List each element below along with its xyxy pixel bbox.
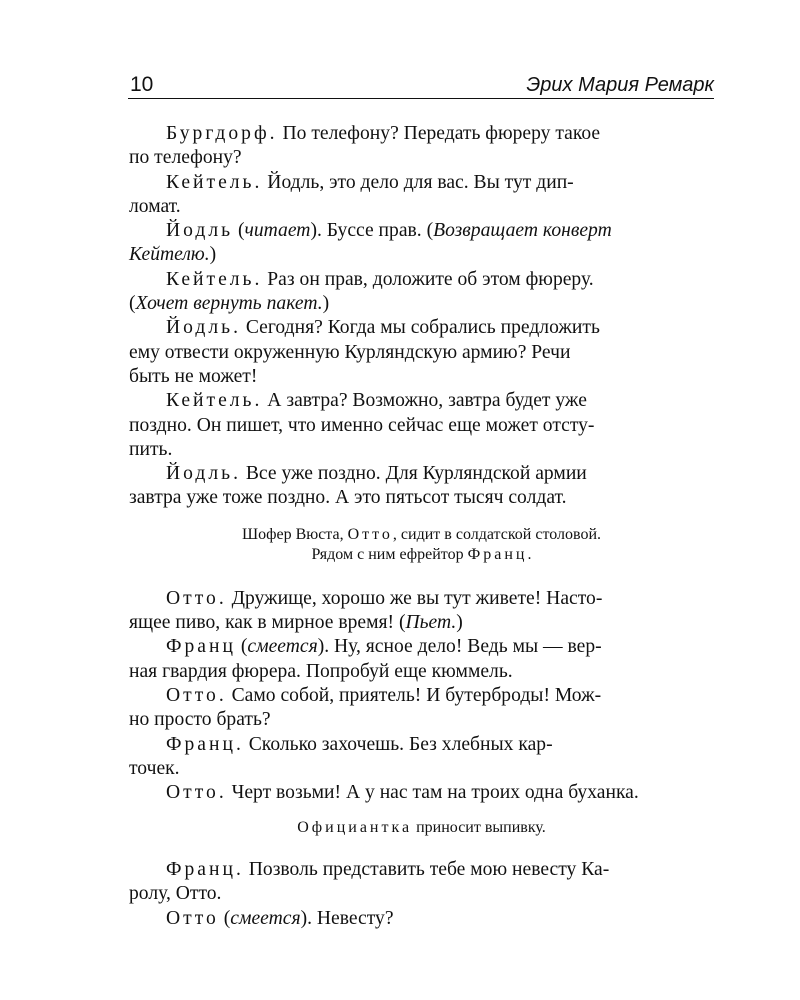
dialogue-paragraph <box>129 171 714 220</box>
page-number: 10 <box>130 73 154 96</box>
speaker-name: Кейтель. <box>166 268 263 290</box>
speaker-name: Франц. <box>166 858 244 880</box>
dialogue-paragraph <box>129 684 714 733</box>
dialogue-paragraph: Отто. Дружище, хорошо же вы тут живете! Насто- ящее пиво, как в мирное время! (Пьет.) <box>129 587 603 634</box>
speech-text: пить. <box>129 438 173 460</box>
speech-text: ). Буссе прав. ( <box>310 220 434 242</box>
speech-text: ролу, Отто. <box>129 883 222 905</box>
speaker-name: Йодль <box>166 220 234 242</box>
dialogue-paragraph: Франц (смеется). Ну, ясное дело! Ведь мы — вер- ная гвардия фюрера. Попробуй еще кюммель. <box>129 636 602 682</box>
page-header <box>128 72 714 99</box>
page-body <box>129 122 714 931</box>
dialogue-paragraph: Кейтель. Раз он прав, доложите об этом фюреру. (Хочет вернуть пакет.) <box>129 268 594 315</box>
speech-text: завтра уже тоже поздно. А это пятьсот тысяч солдат. <box>129 487 567 509</box>
speaker-name: Отто <box>166 907 219 929</box>
speaker-name: Отто. <box>166 684 227 706</box>
speech-text: Черт возьми! А у нас там на троих одна буханка. <box>226 782 639 804</box>
speaker-name: Йодль. <box>166 463 241 485</box>
speaker-name: Отто. <box>166 587 227 609</box>
speaker-name: Кейтель. <box>166 171 263 193</box>
stage-action: Хочет вернуть пакет. <box>135 293 323 315</box>
speech-text: точек. <box>129 757 180 779</box>
speech-text: ная гвардия фюрера. Попробуй еще кюммель. <box>129 660 513 682</box>
stage-action: Кейтелю. <box>129 244 210 266</box>
speech-text: по телефону? <box>129 147 242 169</box>
stage-action: смеется <box>230 907 301 929</box>
stage-action: смеется <box>247 636 318 658</box>
dialogue-paragraph <box>129 462 714 511</box>
speech-text: ломат. <box>129 195 181 217</box>
stage-direction: Шофер Вюста, Отто, сидит в солдатской столовой. Рядом с ним ефрейтор Франц. <box>241 525 602 564</box>
stage-action: Возвращает конверт <box>433 220 612 242</box>
speaker-name: Кейтель. <box>166 390 263 412</box>
speech-text: Сколько захочешь. Без хлебных кар- <box>243 733 553 755</box>
speech-text: ). Невесту? <box>300 907 394 929</box>
speaker-name: Отто. <box>166 782 227 804</box>
dialogue-paragraph <box>129 858 714 907</box>
dialogue-paragraph <box>129 733 714 782</box>
speech-text: А завтра? Возможно, завтра будет уже <box>262 390 587 412</box>
speech-text: Йодль, это дело для вас. Вы тут дип- <box>262 171 574 193</box>
speech-text: По телефону? Передать фюреру такое <box>277 123 601 144</box>
speech-text: Дружище, хорошо же вы тут живете! Насто- <box>226 587 603 609</box>
speech-text: но просто брать? <box>129 709 271 731</box>
speaker-name: Франц. <box>166 733 244 755</box>
dialogue-paragraph <box>129 122 714 171</box>
stage-action: читает <box>244 220 311 242</box>
speech-text: Сегодня? Когда мы собрались предложить <box>240 317 600 339</box>
speaker-name: Йодль. <box>166 317 241 339</box>
character-name: Отто <box>347 525 393 543</box>
speech-text: Само собой, приятель! И бутерброды! Мож- <box>226 684 602 706</box>
stage-action: Пьет. <box>405 612 457 634</box>
speaker-name: Франц <box>166 636 236 658</box>
speech-text: Все уже поздно. Для Курляндской армии <box>240 463 587 485</box>
speaker-name: Бургдорф. <box>166 123 278 144</box>
speech-text: ). Ну, ясное дело! Ведь мы — вер- <box>317 636 602 658</box>
speech-text: поздно. Он пишет, что именно сейчас еще может отсту- <box>129 414 595 436</box>
speech-text: Раз он прав, доложите об этом фюреру. <box>262 268 594 290</box>
stage-direction: Официантка приносит выпивку. <box>297 819 546 837</box>
dialogue-paragraph <box>129 781 714 805</box>
dialogue-paragraph: Отто (смеется). Невесту? <box>166 907 394 929</box>
dialogue-paragraph <box>129 316 714 389</box>
character-name: Франц <box>467 546 528 564</box>
dialogue-paragraph <box>129 389 714 462</box>
character-name: Официантка <box>297 819 413 837</box>
speech-text: ящее пиво, как в мирное время! ( <box>129 612 406 634</box>
speech-text: ему отвести окруженную Курляндскую армию? Речи <box>129 341 571 363</box>
dialogue-paragraph: Йодль (читает). Буссе прав. (Возвращает конверт Кейтелю.) <box>129 220 612 266</box>
running-head: Эрих Мария Ремарк <box>526 74 714 96</box>
speech-text: Позволь представить тебе мою невесту Ка- <box>243 858 610 880</box>
speech-text: быть не может! <box>129 365 258 387</box>
